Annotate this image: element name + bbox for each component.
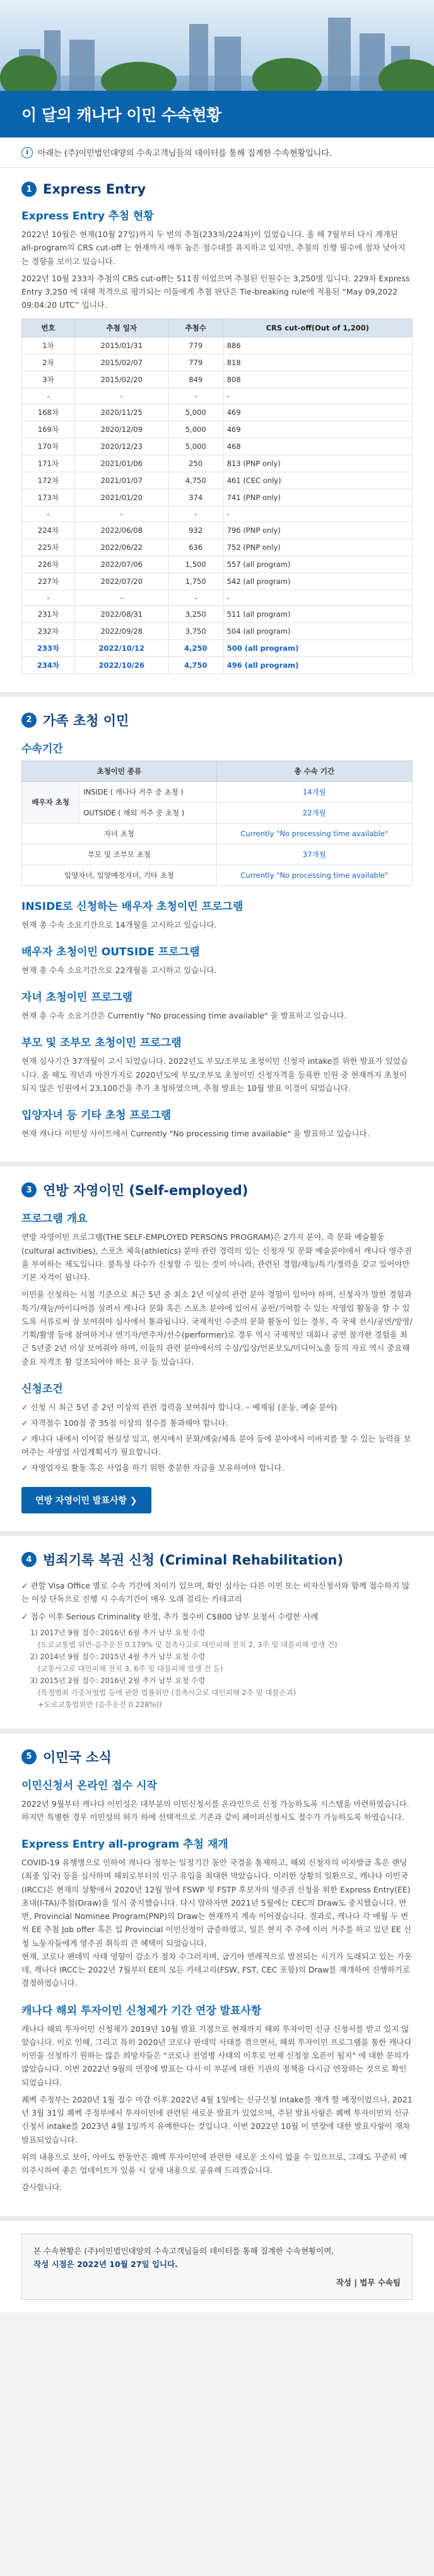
notice-bar bbox=[0, 137, 434, 168]
subheading: 부모 및 조부모 초청이민 프로그램 bbox=[21, 1037, 182, 1050]
table-cell: 224차 bbox=[22, 522, 75, 539]
section-title: 이민국 소식 bbox=[43, 1749, 112, 1765]
table-cell: 511 (all program) bbox=[223, 605, 412, 622]
table-row bbox=[22, 472, 413, 489]
list-item: ✓ 자영업자로 활동 혹은 사업을 하기 위한 충분한 자금을 보유하여야 합니다. bbox=[21, 1463, 284, 1473]
section-heading bbox=[21, 182, 413, 197]
table-cell: 779 bbox=[168, 354, 223, 371]
table-cell: 225차 bbox=[22, 539, 75, 556]
table-cell: 입양자녀, 입양예정자녀, 기타 초청 bbox=[22, 865, 217, 885]
table-cell: 469 bbox=[223, 404, 412, 421]
paragraph: 캐나다 해외 투자이민 신청제가 2019년 10월 발표 기점으로 현재까지 해외 투자이민 신규 신청서를 받고 있지 않았습니다. 이로 인해, 그리고 특히 2020년 코로나 판데믹 사태를 겪으면서, 해외 투자이민 프로그램을 통한 캐나다 이민을 신청하기 원하는 많은 희망자들은 "코로나 전염병 사태의 이후로 언제 신청창 오픈이 될지" 에 대한 문의가 많았습니다. 이번 2022년 9월의 연장에 발표는 다시 이 부분에 대한 기관의 정책을 다시금 연장하는 것으로 확인되었습니다. bbox=[21, 2024, 412, 2087]
table-cell: 3,750 bbox=[168, 622, 223, 639]
table-cell: 1,750 bbox=[168, 573, 223, 590]
list-item: ✓ 자격점수 100점 중 35점 이상의 점수를 통과해야 합니다. bbox=[21, 1418, 228, 1428]
table-cell: 2015/02/07 bbox=[74, 354, 168, 371]
section-title: 연방 자영이민 (Self-employed) bbox=[43, 1183, 249, 1199]
table-row bbox=[22, 506, 413, 522]
subheading: 프로그램 개요 bbox=[21, 1213, 88, 1226]
section-heading bbox=[21, 1747, 413, 1766]
table-cell: - bbox=[168, 388, 223, 404]
table-row bbox=[22, 802, 413, 823]
table-header-row bbox=[22, 761, 413, 781]
table-row bbox=[22, 781, 413, 802]
table-cell: 2022/06/22 bbox=[74, 539, 168, 556]
section-heading bbox=[21, 711, 413, 730]
table-row bbox=[22, 421, 413, 438]
page-title: 이 달의 캐나다 이민 수속현황 bbox=[21, 106, 221, 124]
table-cell: 4,750 bbox=[168, 472, 223, 489]
processing-time-table bbox=[21, 761, 413, 886]
table-row bbox=[22, 337, 413, 354]
table-row bbox=[22, 455, 413, 472]
table-cell: 2015/01/31 bbox=[74, 337, 168, 354]
subheading: 배우자 초청이민 OUTSIDE 프로그램 bbox=[21, 945, 200, 959]
table-row bbox=[22, 539, 413, 556]
subheading: 캐나다 해외 투자이민 신청제가 기간 연장 발표사항 bbox=[21, 2004, 262, 2017]
table-cell: Currently "No processing time available" bbox=[216, 865, 412, 885]
table-cell: 22개월 bbox=[216, 802, 412, 823]
paragraph: 현재 총 수속 소요기간은 Currently "No processing time available" 을 발표하고 있습니다. bbox=[21, 1011, 347, 1020]
table-row bbox=[22, 639, 413, 656]
table-header-cell: 초청이민 종류 bbox=[22, 761, 217, 781]
table-cell: 232차 bbox=[22, 622, 75, 639]
paragraph: 감사합니다. bbox=[21, 2183, 62, 2193]
table-cell: 170차 bbox=[22, 438, 75, 455]
header-banner bbox=[0, 0, 434, 137]
table-cell: 796 (PNP only) bbox=[223, 522, 412, 539]
table-cell: 2022/07/06 bbox=[74, 556, 168, 573]
section-criminal-rehabilitation bbox=[0, 1536, 434, 1734]
case-item: 2) 2014년 9월 접수: 2015년 4월 추가 납부 요청 수령 bbox=[30, 1652, 206, 1661]
paragraph: 위의 내용으로 보아, 아마도 한동안은 퀘벡 투자이민에 관련한 새로운 소식이 없을 수 있으므로, 그래도 꾸준히 예의주시하여 좋은 업데이트가 있을 시 상세 내용으로 공유해 드리겠습니다. bbox=[21, 2152, 407, 2176]
table-cell: 557 (all program) bbox=[223, 556, 412, 573]
table-cell: 2020/12/23 bbox=[74, 438, 168, 455]
table-row bbox=[22, 522, 413, 539]
section-heading bbox=[21, 1180, 413, 1199]
table-cell: - bbox=[22, 590, 75, 605]
section-heading bbox=[21, 1550, 413, 1569]
notice-text: 아래는 (주)이민법인대양의 수속고객님들의 데이터를 통해 집계한 수속현황입니다. bbox=[38, 149, 332, 158]
table-row bbox=[22, 590, 413, 605]
paragraph: 현재 캐나다 이민성 사이트에서 Currently "No processing time available" 을 발표하고 있습니다. bbox=[21, 1129, 370, 1138]
paragraph: 현재 심사기간 37개월이 고시 되었습니다. 2022년도 부모/조부모 초청이민 신청자 intake를 위한 발표가 있었습니다. 올 해도 작년과 마찬가지로 2020년도에 부모/조부모 초청이민 신청자격을 등록한 인원 중 현재까지 초청이 되지 않은 인원에서 23,100건을 추가 초청하였으며, 추첨 발표는 10월 발표 이경이 되었습니다. bbox=[21, 1056, 408, 1093]
footer-text: 본 수속현황은 (주)이민법인대양의 수속고객님들의 데이터를 통해 집계한 수속현황이며, bbox=[33, 2246, 334, 2256]
table-cell: 500 (all program) bbox=[223, 639, 412, 656]
table-cell: 37개월 bbox=[216, 844, 412, 865]
table-cell: INSIDE ( 캐나다 거주 중 초청 ) bbox=[79, 781, 216, 802]
table-cell: 14개월 bbox=[216, 781, 412, 802]
table-row bbox=[22, 489, 413, 506]
table-cell: 813 (PNP only) bbox=[223, 455, 412, 472]
table-header-row bbox=[22, 318, 413, 337]
table-cell: 932 bbox=[168, 522, 223, 539]
banner-building bbox=[328, 18, 351, 93]
subheading: INSIDE로 신청하는 배우자 초청이민 프로그램 bbox=[21, 900, 243, 913]
section-express-entry bbox=[0, 168, 434, 697]
section-title: 범죄기록 복권 신청 (Criminal Rehabilitation) bbox=[43, 1553, 344, 1568]
table-cell: 2021/01/06 bbox=[74, 455, 168, 472]
table-cell: 2022/10/12 bbox=[74, 639, 168, 656]
table-cell: 233차 bbox=[22, 639, 75, 656]
footer bbox=[0, 2221, 434, 2313]
list-item: ✓ 신청 시 최근 5년 중 2년 이상의 관련 경력을 보여줘야 합니다. – 예제됨 (운동, 예술 분야) bbox=[21, 1402, 337, 1412]
table-cell: 169차 bbox=[22, 421, 75, 438]
table-cell: 779 bbox=[168, 337, 223, 354]
table-cell: - bbox=[223, 506, 412, 522]
banner-building bbox=[189, 24, 208, 93]
table-row bbox=[22, 622, 413, 639]
table-cell: - bbox=[168, 590, 223, 605]
paragraph: COVID-19 유행병으로 인하여 캐나다 정부는 일정기간 동안 국경을 통제하고, 해외 신청자의 비자발급 혹은 랜딩(최종 입국) 등을 심사하며 해외로부터의 인구 유입을 최대한 막았습니다. 이러한 상황의 일환으로, 캐나다 이민국(IRCC)은 현재의 상황에서 2020년 12월 말에 FSWP 및 FSTP 후보자의 영주권 신청을 위한 Express Entry(EE) 초대(I-TA)/추첨(Draw)을 일시 중지했습니다. 다시 말하자면 2021년 5월에는 CEC의 Draw도 중지했습니다. 반면, Provincial Nominee Program(PNP)의 Draw는 현재까지 계속 이어졌습니다. 결과로, 캐나다 각 매월 두 번씩 EE 추첨 Job offer 혹은 입 Provincial 이민신청이 급증하였고, 일은 현지 주 주에 이러 거주를 하고 있던 EE 신청 노동자들에게 영주권 취득의 큰 혜택이 되었습니다. 현재, 코로나 팬데믹 사태 영향이 감소가 점차 수그러지며, 급기야 연례적으로 발전되는 시기가 도래되고 있는 가운데, 캐나다 IRCC는 2022년 7월부터 EE의 모든 카테고리(FSW, FST, CEC 포함)의 Draw를 재개하여 진행하기로 결정하였습니다. bbox=[21, 1858, 413, 1988]
footer-signature: 작성 | 법무 수속팀 bbox=[336, 2278, 401, 2288]
section-number: 3 bbox=[21, 1182, 37, 1198]
table-row bbox=[22, 656, 413, 673]
table-cell: 886 bbox=[223, 337, 412, 354]
table-row bbox=[22, 404, 413, 421]
case-item: 1) 2017년 9월 접수: 2016년 6월 추가 납부 요청 수령 bbox=[30, 1628, 206, 1637]
table-header-cell: 총 수속 기간 bbox=[216, 761, 412, 781]
table-cell: - bbox=[74, 388, 168, 404]
paragraph: 퀘벡 주정부는 2020년 1월 접수 마감 이후 2022년 4월 1일에는 신규신청 intake를 재개 할 예정이었으나, 2021년 3월 31일 퀘벡 주정부에서 투자이민에 관련된 새로운 발표가 있었으며, 주된 발표사항은 퀘벡 투자이민의 신규 신청서 intake를 2023년 4월 1일까지 유예한다는 것입니다. 이번 2022년 10월 이 연장에 대한 발표사항이 재차 발표되었습니다. bbox=[21, 2094, 413, 2145]
table-cell: - bbox=[74, 506, 168, 522]
table-cell: 3차 bbox=[22, 371, 75, 388]
banner-building bbox=[214, 37, 241, 93]
table-cell: - bbox=[168, 506, 223, 522]
section-number: 2 bbox=[21, 713, 37, 728]
table-cell: 226차 bbox=[22, 556, 75, 573]
table-cell: 173차 bbox=[22, 489, 75, 506]
paragraph: 2022년 10월은 현재(10월 27일)까지 두 번의 추첨(233차/224차)이 있었습니다. 올 해 7월부터 다시 재개된 all-program의 CRS cut-off 는 현재까지 매우 높은 점수대를 유지하고 있지만, 추첨의 진행 필수에 점차 낮아지는 경향을 보이고 있습니다. bbox=[21, 230, 406, 266]
table-cell: 2차 bbox=[22, 354, 75, 371]
table-cell: 168차 bbox=[22, 404, 75, 421]
table-cell: 5,000 bbox=[168, 438, 223, 455]
table-cell: - bbox=[22, 388, 75, 404]
table-cell: 배우자 초청 bbox=[22, 781, 79, 823]
table-row bbox=[22, 844, 413, 865]
table-row bbox=[22, 388, 413, 404]
table-cell: 1,500 bbox=[168, 556, 223, 573]
table-cell: 2021/01/20 bbox=[74, 489, 168, 506]
table-row bbox=[22, 556, 413, 573]
subheading: 자녀 초청이민 프로그램 bbox=[21, 991, 133, 1004]
table-cell: 자녀 초청 bbox=[22, 823, 217, 844]
table-cell: OUTSIDE ( 해외 거주 중 초청 ) bbox=[79, 802, 216, 823]
table-cell: 469 bbox=[223, 421, 412, 438]
table-cell: 374 bbox=[168, 489, 223, 506]
table-cell: 4,250 bbox=[168, 639, 223, 656]
paragraph: 현재 총 수속 소요기간으로 22개월을 고시하고 있습니다. bbox=[21, 965, 217, 975]
table-header-cell: CRS cut-off(Out of 1,200) bbox=[223, 318, 412, 337]
table-cell: 818 bbox=[223, 354, 412, 371]
table-cell: 부모 및 조부모 초청 bbox=[22, 844, 217, 865]
table-cell: 5,000 bbox=[168, 421, 223, 438]
section-family-sponsorship bbox=[0, 697, 434, 1167]
section-title: 가족 초청 이민 bbox=[43, 713, 129, 728]
table-cell: - bbox=[74, 590, 168, 605]
table-cell: 496 (all program) bbox=[223, 656, 412, 673]
case-detail: (특정범죄 가중처벌법 등에 관한 법률위반 (접촉사고로 대인피해 2주 및 대물손괴) bbox=[38, 1687, 296, 1697]
table-cell: 227차 bbox=[22, 573, 75, 590]
table-cell: 808 bbox=[223, 371, 412, 388]
title-bar bbox=[0, 91, 434, 137]
table-body bbox=[22, 337, 413, 673]
table-cell: 250 bbox=[168, 455, 223, 472]
table-row bbox=[22, 823, 413, 844]
subheading: 수속기간 bbox=[21, 742, 63, 755]
requirements-list bbox=[21, 1401, 413, 1475]
info-icon: i bbox=[21, 147, 33, 158]
list-item: ✓ 캐나다 내에서 이어갈 현실성 있고, 현지에서 문화/예술/체육 분야 등에 분야에서 이바지를 할 수 있는 능력을 보여주는 자영업 사업계획서가 필요합니다. bbox=[21, 1433, 411, 1457]
table-cell: - bbox=[223, 590, 412, 605]
subheading: Express Entry 추첨 현황 bbox=[21, 210, 154, 223]
table-cell: 2020/12/09 bbox=[74, 421, 168, 438]
footer-note bbox=[21, 2234, 413, 2300]
case-detail: (교통사고로 대인피해 전치 3, 6주 및 대물피해 발생 건 등) bbox=[38, 1664, 223, 1673]
paragraph: 2022년 9월부터 캐나다 이민성은 대부분의 이민신청서를 온라인으로 신청 가능하도록 시스템을 마련하였습니다. 하지만 특별한 경우 이민성의 허가 하에 선택적으로 기존과 같이 페이퍼신청서도 접수가 가능하도록 하였습니다. bbox=[21, 1798, 409, 1822]
table-row bbox=[22, 573, 413, 590]
case-detail: (도로교통법 위반-음주운전 0.179% 및 접촉사고로 대인피해 전치 2, 3주 및 대물피해 발생 건) bbox=[38, 1640, 337, 1649]
subheading: 이민신청서 온라인 접수 시작 bbox=[21, 1779, 157, 1792]
paragraph: 현재 총 수속 소요기간으로 14개월을 고시하고 있습니다. bbox=[21, 919, 217, 930]
section-number: 5 bbox=[21, 1749, 37, 1764]
table-row bbox=[22, 438, 413, 455]
table-cell: 2020/11/25 bbox=[74, 404, 168, 421]
table-cell: Currently "No processing time available" bbox=[216, 823, 412, 844]
subheading: 입양자녀 등 기타 초청 프로그램 bbox=[21, 1109, 172, 1122]
table-cell: 1차 bbox=[22, 337, 75, 354]
express-entry-table bbox=[21, 318, 413, 674]
table-cell: 5,000 bbox=[168, 404, 223, 421]
table-header-cell: 추첨 일자 bbox=[74, 318, 168, 337]
table-row bbox=[22, 354, 413, 371]
table-cell: 468 bbox=[223, 438, 412, 455]
table-cell: 171차 bbox=[22, 455, 75, 472]
program-list bbox=[21, 897, 413, 1141]
paragraph: 연방 자영이민 프로그램(THE SELF-EMPLOYED PERSONS PROGRAM)은 2가지 분야, 즉 문화 예술활동(cultural activities), 스포츠 체육(athletics) 분야 관련 경력의 있는 신청자 및 문화 예술분야에서 캐나다 영주권을 부여하는 제도입니다. 불특정 다수가 신청할 수 있는 것이 아니라, 관련된 경험/재능/특기/경력을 갖고 있어야만 기본 자격이 됩니다. bbox=[21, 1232, 412, 1282]
table-row bbox=[22, 371, 413, 388]
table-cell: 542 (all program) bbox=[223, 573, 412, 590]
table-cell: - bbox=[223, 388, 412, 404]
table-cell: 4,750 bbox=[168, 656, 223, 673]
table-cell: 2015/02/20 bbox=[74, 371, 168, 388]
table-cell: 234차 bbox=[22, 656, 75, 673]
section-number: 1 bbox=[21, 182, 37, 197]
table-cell: 172차 bbox=[22, 472, 75, 489]
subheading: Express Entry all-program 추첨 재개 bbox=[21, 1838, 228, 1851]
case-item: 3) 2015년 2월 접수: 2016년 2월 추가 납부 요청 수령 bbox=[30, 1676, 206, 1685]
paragraph: ✓ 접수 이후 Serious Criminality 판정, 추가 접수비 C$800 납부 요청서 수령한 사례 bbox=[21, 1611, 319, 1621]
self-employed-announcement-button[interactable]: 연방 자영이민 발표사항 ❯ bbox=[21, 1487, 151, 1513]
subheading: 신청조건 bbox=[21, 1382, 63, 1396]
table-row bbox=[22, 605, 413, 622]
section-self-employed bbox=[0, 1167, 434, 1536]
table-cell: 752 (PNP only) bbox=[223, 539, 412, 556]
table-cell: 2021/01/07 bbox=[74, 472, 168, 489]
paragraph: ✓ 관할 Visa Office 별로 수속 기간에 차이가 있으며, 확인 심사는 다른 이민 또는 비자신청서와 함께 접수하지 않는 이상 단독으로 진행 시 수속기간이 매우 오래 걸리는 카테고리 bbox=[21, 1581, 410, 1604]
table-cell: 231차 bbox=[22, 605, 75, 622]
section-immigration-news bbox=[0, 1734, 434, 2221]
table-header-cell: 추첨수 bbox=[168, 318, 223, 337]
case-detail: +도로교통법위반 (음주운전 0.228%)) bbox=[38, 1699, 162, 1709]
table-cell: 741 (PNP only) bbox=[223, 489, 412, 506]
table-row bbox=[22, 865, 413, 885]
table-cell: 2022/07/20 bbox=[74, 573, 168, 590]
paragraph: 2022년 10월 233차 추첨의 CRS cut-off는 511점 이었으며 추첨된 인원수는 3,250명 입니다. 229차 Express Entry 3,250 에 대해 적격으로 평가되는 이들에게 추첨 판단은 Tie-breaking rule에 적용된 “May 09,2022 09:04:20 UTC” 입니다. bbox=[21, 273, 410, 310]
footer-date-text: 작성 시점은 2022년 10월 27일 입니다. bbox=[33, 2259, 178, 2269]
table-cell: 504 (all program) bbox=[223, 622, 412, 639]
table-cell: 2022/08/31 bbox=[74, 605, 168, 622]
table-cell: 2022/10/26 bbox=[74, 656, 168, 673]
table-cell: 849 bbox=[168, 371, 223, 388]
section-title: Express Entry bbox=[43, 182, 146, 197]
banner-building bbox=[69, 40, 95, 93]
table-cell: 461 (CEC only) bbox=[223, 472, 412, 489]
table-cell: 2022/09/28 bbox=[74, 622, 168, 639]
paragraph: 이민을 신청하는 시점 기준으로 최근 5년 중 최소 2년 이상의 관련 분야 경험이 있어야 하며, 신청자가 말한 경험과 특기/재능/아이디어를 살려서 캐나다 문화 혹은 스포츠 분야에 있어서 공헌/기여할 수 있는 자영업 활동을 할 수 있도록 서류로써 잘 보여줘야 심사에서 통과됩니다. 국제적인 수준의 문화 활동이 있는 경우, 즉 국제 전시/공연/방영/기획/활영 등에 참여하거나 연기자/연주자/선수(performer)로 경우 역시 국제적인 대회나 공연 참가한 경험을 최근 5년중 2년 이상 보여줘야 하며, 이들의 관련 분야에서의 수상/입상/언론보도/미디어노출 등의 자료 역시 중요해 중요 자격조 활 강조되어야 하는 요구 등 있습니다. bbox=[21, 1290, 413, 1367]
table-cell: 2022/06/08 bbox=[74, 522, 168, 539]
section-number: 4 bbox=[21, 1552, 37, 1567]
table-cell: 3,250 bbox=[168, 605, 223, 622]
table-cell: - bbox=[22, 506, 75, 522]
table-header-cell: 번호 bbox=[22, 318, 75, 337]
table-cell: 636 bbox=[168, 539, 223, 556]
